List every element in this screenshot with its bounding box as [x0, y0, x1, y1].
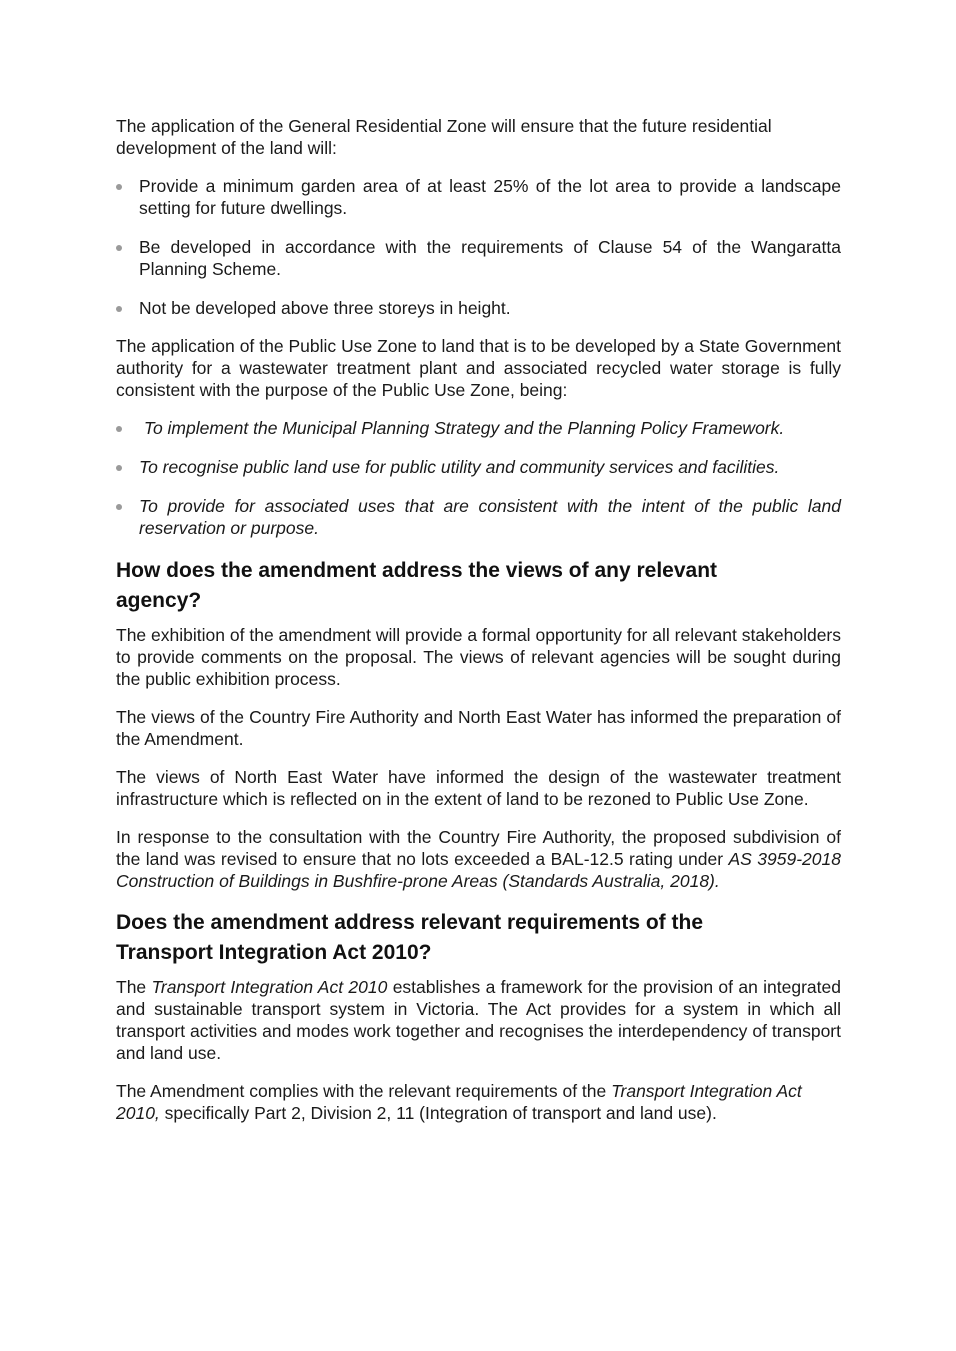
list-item: To provide for associated uses that are consistent with the intent of the public land reservation or purpose.: [116, 495, 841, 539]
list-item: To recognise public land use for public utility and community services and facilities.: [116, 456, 841, 478]
document-page: [116, 115, 841, 1140]
section-heading-transport: Does the amendment address relevant requirements of the Transport Integration Act 2010?: [116, 911, 704, 964]
paragraph: In response to the consultation with the Country Fire Authority, the proposed subdivision of the land was revised to ensure that no lots exceeded a BAL-12.5 rating under AS 3959-2018 Construction of Buildings in Bushfire-prone Areas (Standards Australia, 2018).: [116, 827, 841, 891]
list-item: Provide a minimum garden area of at least 25% of the lot area to provide a landscape setting for future dwellings.: [116, 175, 841, 219]
bullet-icon: [116, 245, 122, 251]
list-item: Not be developed above three storeys in height.: [116, 297, 841, 319]
paragraph: The views of the Country Fire Authority and North East Water has informed the preparation of the Amendment.: [116, 707, 841, 749]
bullet-icon: [116, 465, 122, 471]
puz-list: [116, 417, 841, 539]
paragraph: The exhibition of the amendment will provide a formal opportunity for all relevant stakeholders to provide comments on the proposal. The views of relevant agencies will be sought during the public exhibition process.: [116, 625, 841, 689]
puz-intro: The application of the Public Use Zone to land that is to be developed by a State Government authority for a wastewater treatment plant and associated recycled water storage is fully consistent with the purpose of the Public Use Zone, being:: [116, 336, 841, 400]
list-item: Be developed in accordance with the requirements of Clause 54 of the Wangaratta Planning Scheme.: [116, 236, 841, 280]
grz-intro: The application of the General Residential Zone will ensure that the future residential development of the land will:: [116, 116, 772, 158]
bullet-icon: [116, 184, 122, 190]
list-item: To implement the Municipal Planning Strategy and the Planning Policy Framework.: [116, 417, 841, 439]
bullet-icon: [116, 504, 122, 510]
bullet-icon: [116, 426, 122, 432]
bullet-icon: [116, 306, 122, 312]
paragraph: The Amendment complies with the relevant requirements of the Transport Integration Act 2010, specifically Part 2, Division 2, 11 (Integration of transport and land use).: [116, 1081, 802, 1123]
paragraph: The views of North East Water have informed the design of the wastewater treatment infrastructure which is reflected on in the extent of land to be rezoned to Public Use Zone.: [116, 767, 841, 809]
grz-list: [116, 175, 841, 319]
section-heading-agency: How does the amendment address the views of any relevant agency?: [116, 559, 718, 612]
paragraph: The Transport Integration Act 2010 establishes a framework for the provision of an integrated and sustainable transport system in Victoria. The Act provides for a system in which all transport activities and modes work together and recognises the interdependency of transport and land use.: [116, 977, 841, 1063]
